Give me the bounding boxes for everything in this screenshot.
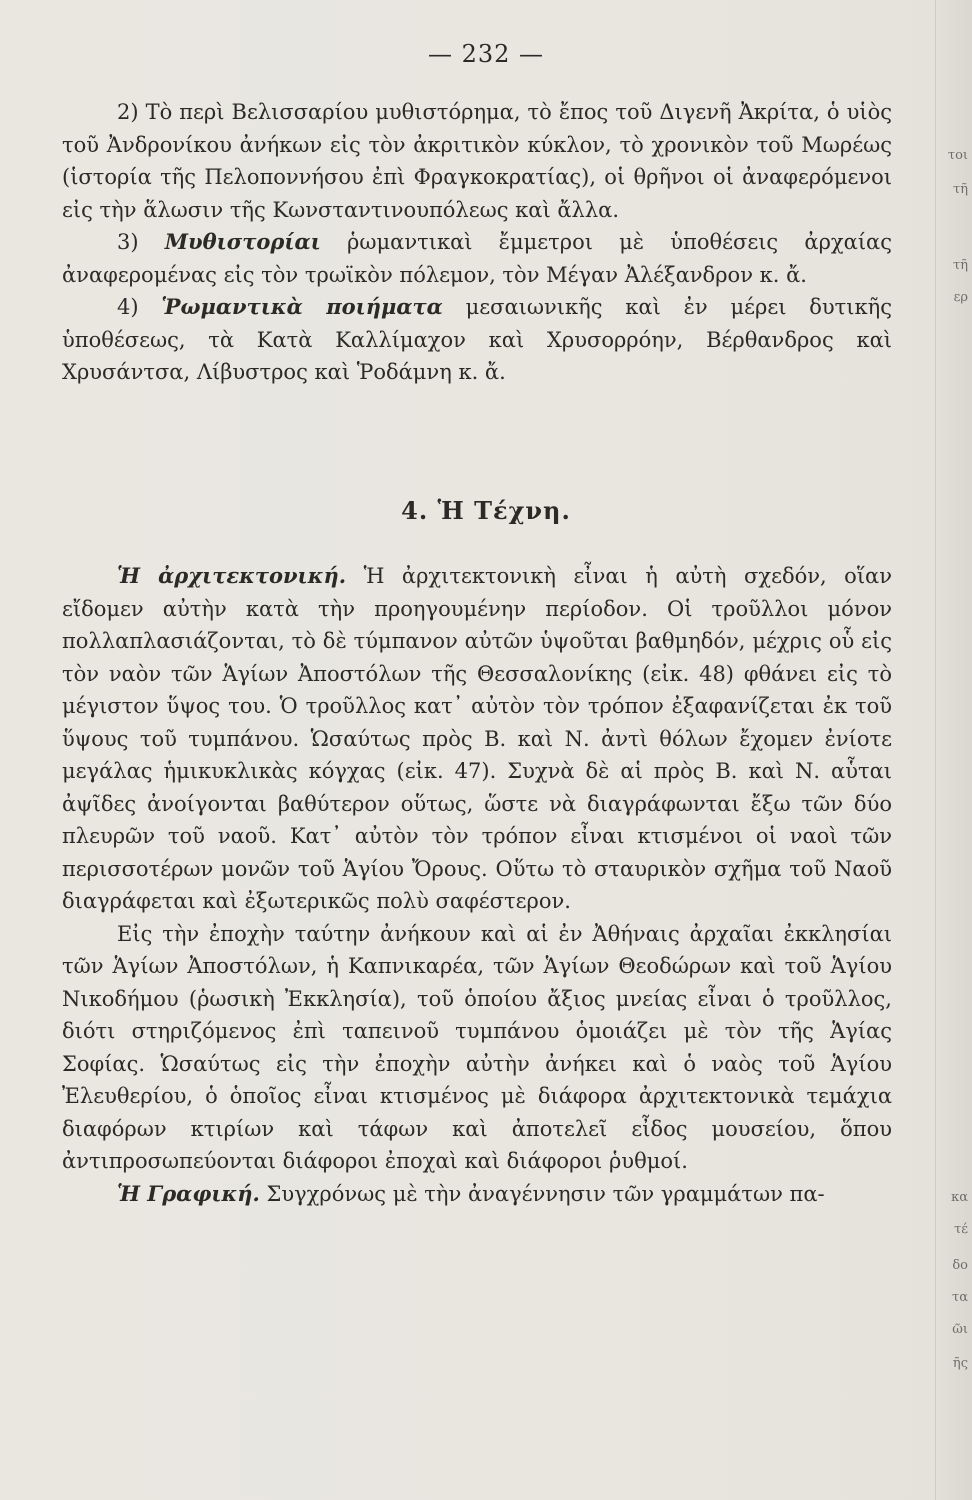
list-item bbox=[62, 291, 892, 389]
list-item-text: ῥωμαντικαὶ ἔμμετροι μὲ ὑποθέσεις ἀρχαίας ἀναφερομένας εἰς τὸν τρωϊκὸν πόλεμον, τὸν Μέγαν Ἀλέξανδρον κ. ἄ. bbox=[62, 230, 892, 287]
list-item-text: 2) Τὸ περὶ Βελισσαρίου μυθιστόρημα, τὸ ἔπος τοῦ Διγενῆ Ἀκρίτα, ὁ υἱὸς τοῦ Ἀνδρονίκου ἀνήκων εἰς τὸν ἀκριτικὸν κύκλον, τὸ χρονικὸν τοῦ Μωρέως (ἱστορία τῆς Πελοποννήσου ἐπὶ Φραγκοκρατίας), οἱ θρῆνοι οἱ ἀναφερόμενοι εἰς τὴν ἅλωσιν τῆς Κωνσταντινουπόλεως καὶ ἄλλα. bbox=[62, 100, 892, 222]
gutter-fragment: ερ bbox=[953, 290, 968, 305]
list-item-heading: Ῥωμαντικὰ ποιήματα bbox=[161, 294, 443, 319]
list-item-number: 4) bbox=[117, 295, 139, 319]
gutter-fragment: ῆς bbox=[952, 1356, 968, 1371]
list-item-heading: Μυθιστορίαι bbox=[164, 229, 321, 254]
list-item bbox=[62, 226, 892, 291]
gutter-fragment: ῶι bbox=[952, 1322, 968, 1337]
paragraph bbox=[62, 560, 892, 918]
list-item bbox=[62, 96, 892, 226]
gutter-fragment: τοι bbox=[947, 148, 968, 163]
paragraph-text: Ἡ ἀρχιτεκτονικὴ εἶναι ἡ αὐτὴ σχεδόν, οἵαν εἴδομεν αὐτὴν κατὰ τὴν προηγουμένην περίοδον. Οἱ τροῦλλοι μόνον πολλαπλασιάζονται, τὸ δὲ τύμπανον αὐτῶν ὑψοῦται βαθμηδόν, μέχρις οὗ εἰς τὸν ναὸν τῶν Ἁγίων Ἀποστόλων τῆς Θεσσαλονίκης (εἰκ. 48) φθάνει εἰς τὸ μέγιστον ὕψος του. Ὁ τροῦλλος κατ᾿ αὐτὸν τὸν τρόπον ἐξαφανίζεται ἐκ τοῦ ὕψους τοῦ τυμπάνου. Ὡσαύτως πρὸς Β. καὶ Ν. ἀντὶ θόλων ἔχομεν ἐνίοτε μεγάλας ἡμικυκλικὰς κόγχας (εἰκ. 47). Συχνὰ δὲ αἱ πρὸς Β. καὶ Ν. αὗται ἀψῖδες ἀνοίγονται βαθύτερον οὕτως, ὥστε νὰ διαγράφωνται ἔξω τῶν δύο πλευρῶν τοῦ ναοῦ. Κατ᾿ αὐτὸν τὸν τρόπον εἶναι κτισμένοι οἱ ναοὶ τῶν περισσοτέρων μονῶν τοῦ Ἁγίου Ὄρους. Οὕτω τὸ σταυρικὸν σχῆμα τοῦ Ναοῦ διαγράφεται καὶ ἐξωτερικῶς πολὺ σαφέστερον. bbox=[62, 564, 892, 913]
gutter-fragment: κα bbox=[951, 1190, 968, 1205]
gutter-fragment: δο bbox=[952, 1258, 968, 1273]
list-item-text: μεσαιωνικῆς καὶ ἐν μέρει δυτικῆς ὑποθέσεως, τὰ Κατὰ Καλλίμαχον καὶ Χρυσορρόην, Βέρθανδρος καὶ Χρυσάντσα, Λίβυστρος καὶ Ῥοδάμνη κ. ἄ. bbox=[62, 295, 892, 384]
paragraph bbox=[62, 1178, 892, 1211]
gutter-fragment: τῆ bbox=[953, 182, 968, 197]
subsection-heading-architecture: Ἡ ἀρχιτεκτονική. bbox=[117, 563, 347, 588]
gutter-fragment: τα bbox=[952, 1290, 968, 1305]
paragraph-text: Συγχρόνως μὲ τὴν ἀναγέννησιν τῶν γραμμάτων πα- bbox=[266, 1181, 825, 1206]
gutter-fragment: τέ bbox=[954, 1222, 968, 1237]
gutter-fragment: τῆ bbox=[953, 258, 968, 273]
list-section bbox=[62, 96, 892, 389]
section-title: 4. Ἡ Τέχνη. bbox=[401, 496, 571, 525]
paragraph-text: Εἰς τὴν ἐποχὴν ταύτην ἀνήκουν καὶ αἱ ἐν Ἀθήναις ἀρχαῖαι ἐκκλησίαι τῶν Ἁγίων Ἀποστόλων, ἡ Καπνικαρέα, τῶν Ἁγίων Θεοδώρων καὶ τοῦ Ἁγίου Νικοδήμου (ῥωσικὴ Ἐκκλησία), τοῦ ὁποίου ἄξιος μνείας εἶναι ὁ τροῦλλος, διότι στηριζόμενος ἐπὶ ταπεινοῦ τυμπάνου ὁμοιάζει μὲ τὸν τῆς Ἁγίας Σοφίας. Ὡσαύτως εἰς τὴν ἐποχὴν αὐτὴν ἀνήκει καὶ ὁ ναὸς τοῦ Ἁγίου Ἐλευθερίου, ὁ ὁποῖος εἶναι κτισμένος μὲ διάφορα ἀρχιτεκτονικὰ τεμάχια διαφόρων κτιρίων καὶ τάφων καὶ ἀποτελεῖ εἶδος μουσείου, ὅπου ἀντιπροσωπεύονται διάφοροι ἐποχαὶ καὶ διάφοροι ῥυθμοί. bbox=[62, 921, 892, 1173]
page-number: — 232 — bbox=[427, 40, 545, 68]
subsection-heading-painting: Ἡ Γραφική. bbox=[117, 1180, 260, 1206]
facing-page-edge bbox=[935, 0, 972, 1500]
architecture-section bbox=[62, 560, 892, 1210]
list-item-number: 3) bbox=[117, 230, 139, 254]
paragraph bbox=[62, 918, 892, 1178]
